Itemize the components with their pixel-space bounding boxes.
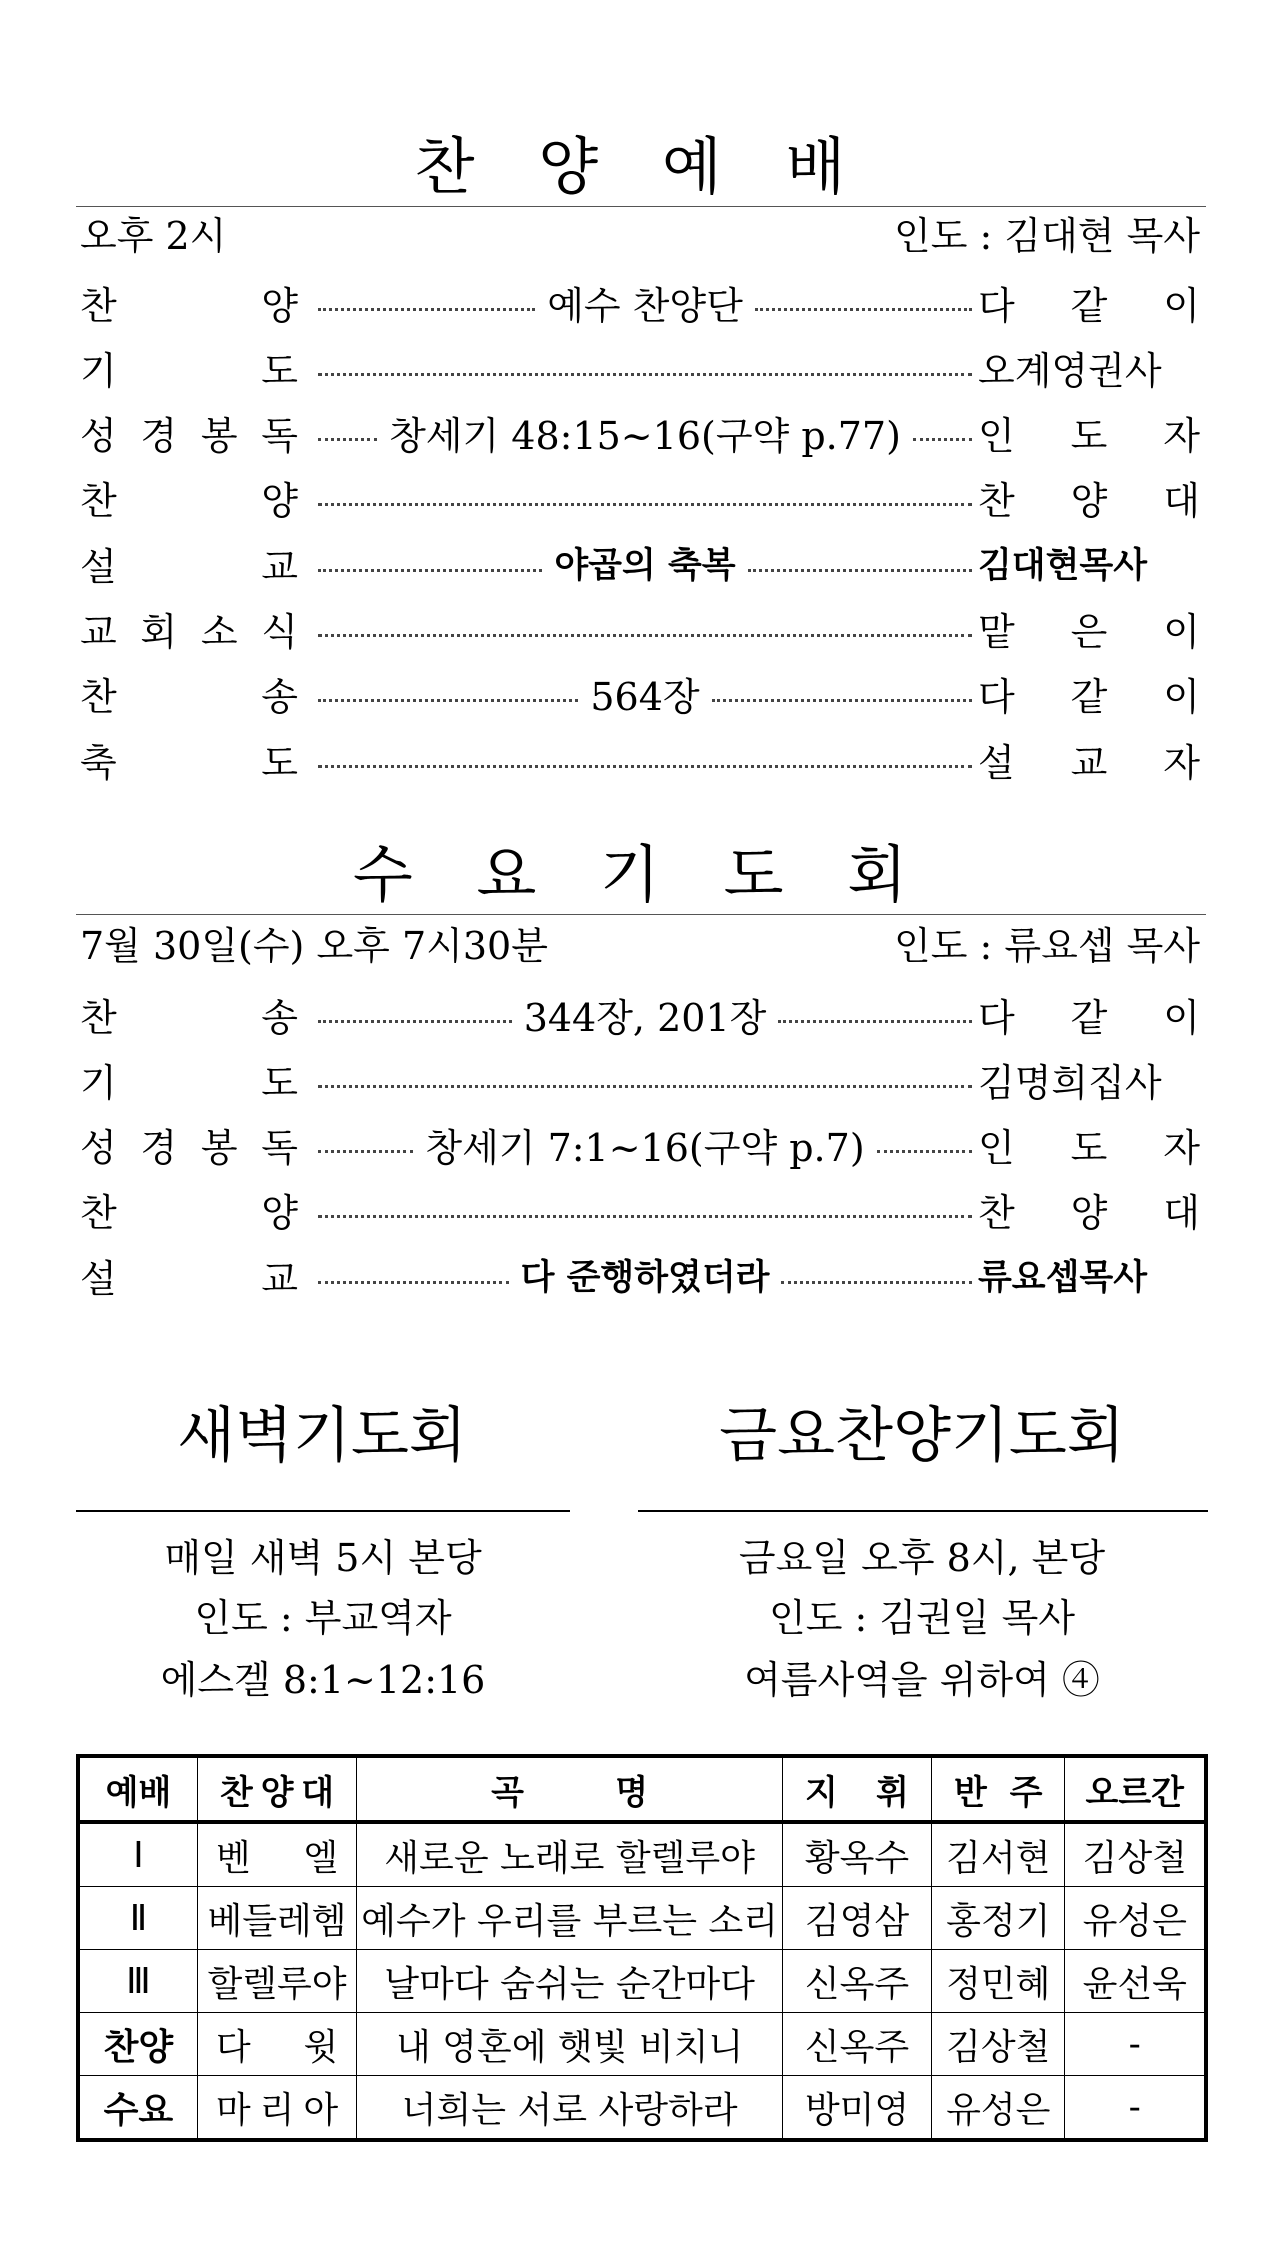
- song-cell: 날마다 숨쉬는 순간마다: [357, 1950, 783, 2013]
- order-item-label-part: 교: [261, 544, 298, 589]
- choir-schedule-table: [76, 1754, 1208, 2142]
- order-item-label-part: 찬: [80, 1191, 117, 1236]
- order-item-person-part: 다: [978, 283, 1015, 328]
- order-item-person-part: 오계영권사: [978, 348, 1162, 393]
- order-item-content: 564장: [590, 675, 700, 720]
- praise-service-title: 찬 양 예 배: [414, 130, 868, 203]
- order-item-person-part: 찬: [978, 1191, 1015, 1236]
- order-item-label-part: 도: [261, 740, 298, 785]
- wednesday-time: 7월 30일(수) 오후 7시30분: [80, 924, 548, 968]
- order-item-label-part: 소: [200, 610, 238, 654]
- order-item-person-part: 같: [1070, 995, 1108, 1040]
- table-header-row: [78, 1756, 1206, 1822]
- order-item-person-part: 교: [1070, 740, 1108, 785]
- order-item-person: [978, 537, 1200, 589]
- order-item-label-part: 성: [80, 414, 117, 459]
- choir-name-part: 벤: [215, 1837, 251, 1879]
- table-header-cell: [357, 1756, 783, 1822]
- order-item-person-part: 다: [978, 675, 1015, 720]
- order-item-person: [978, 276, 1200, 328]
- order-item-person-part: 설: [978, 740, 1015, 785]
- order-item-label: [80, 472, 298, 524]
- order-item-person: [978, 603, 1200, 655]
- table-header-text: [361, 1765, 778, 1814]
- order-item-label-part: 설: [80, 1256, 117, 1301]
- dot-leader-line: [318, 699, 578, 702]
- dot-leader-line: [778, 1020, 972, 1023]
- table-header-part: 찬: [219, 1772, 253, 1813]
- dot-leader-line: [755, 308, 972, 311]
- table-header-text: [84, 1765, 193, 1814]
- choir-cell: [197, 1822, 356, 1887]
- order-item-person-part: 자: [1163, 414, 1200, 459]
- order-item-label: [80, 1053, 298, 1105]
- choir-cell: [197, 1950, 356, 2013]
- song-cell: 예수가 우리를 부르는 소리: [357, 1887, 783, 1950]
- order-item-person: [978, 341, 1200, 393]
- dawn-line-1: 매일 새벽 5시 본당: [164, 1536, 482, 1580]
- table-row: [78, 1950, 1206, 2013]
- dot-leader-line: [318, 1085, 972, 1088]
- conductor-cell: 방미영: [783, 2076, 932, 2141]
- order-item-row: [80, 1053, 1200, 1105]
- service-cell: Ⅰ: [78, 1822, 197, 1887]
- table-header-part: 예배: [105, 1772, 172, 1813]
- choir-name: [202, 1893, 352, 1944]
- order-item-label: [80, 1119, 298, 1171]
- dot-leader-line: [318, 1150, 413, 1153]
- dot-leader: [318, 1053, 972, 1105]
- table-row: [78, 2013, 1206, 2076]
- choir-name: [202, 2082, 352, 2133]
- order-item-label: [80, 537, 298, 589]
- praise-service-leader: 인도 : 김대현 목사: [894, 214, 1200, 258]
- order-item-row: [80, 341, 1200, 393]
- choir-cell: [197, 2076, 356, 2141]
- service-cell: 수요: [78, 2076, 197, 2141]
- choir-name-part: 윗: [303, 2026, 339, 2068]
- organ-cell: 유성은: [1065, 1887, 1206, 1950]
- order-item-label-part: 도: [261, 348, 298, 393]
- dot-leader-line: [318, 308, 535, 311]
- song-cell: 새로운 노래로 할렐루야: [357, 1822, 783, 1887]
- order-item-row: [80, 1119, 1200, 1171]
- dot-leader-line: [318, 634, 972, 637]
- choir-name-part: 베들레헴: [207, 1900, 347, 1942]
- order-item-label: [80, 668, 298, 720]
- table-header-part: 반: [954, 1772, 987, 1813]
- dot-leader-line: [318, 765, 972, 768]
- table-row: [78, 1887, 1206, 1950]
- table-header-cell: [783, 1756, 932, 1822]
- order-item-label-part: 찬: [80, 479, 117, 524]
- table-header-part: 대: [301, 1772, 335, 1813]
- dot-leader-line: [318, 1281, 509, 1284]
- order-item-person-part: 이: [1163, 610, 1200, 654]
- table-header-text: [936, 1765, 1060, 1814]
- table-header-text: [202, 1765, 352, 1814]
- service-cell: Ⅱ: [78, 1887, 197, 1950]
- accompanist-cell: 김상철: [932, 2013, 1065, 2076]
- choir-name-part: 다: [215, 2026, 251, 2068]
- choir-name: [202, 1830, 352, 1881]
- dawn-line-2: 인도 : 부교역자: [194, 1596, 452, 1640]
- order-item-label-part: 찬: [80, 995, 117, 1040]
- conductor-cell: 신옥주: [783, 1950, 932, 2013]
- dawn-line-3: 에스겔 8:1~12:16: [160, 1658, 486, 1702]
- wednesday-rule: [76, 914, 1206, 915]
- order-item-row: [80, 407, 1200, 459]
- dot-leader-line: [781, 1281, 972, 1284]
- accompanist-cell: 홍정기: [932, 1887, 1065, 1950]
- order-item-label: [80, 407, 298, 459]
- order-item-label: [80, 1249, 298, 1301]
- order-item-content: 야곱의 축복: [554, 546, 736, 587]
- friday-line-2: 인도 : 김권일 목사: [769, 1596, 1075, 1640]
- organ-cell: -: [1065, 2076, 1206, 2141]
- wednesday-title: 수 요 기 도 회: [352, 838, 930, 911]
- order-item-person: [978, 733, 1200, 785]
- order-item-label-part: 송: [261, 675, 298, 720]
- dot-leader-line: [877, 1150, 972, 1153]
- dot-leader: [318, 603, 972, 655]
- order-item-row: [80, 733, 1200, 785]
- order-item-label-part: 양: [261, 1191, 298, 1236]
- order-item-label-part: 성: [80, 1126, 117, 1171]
- service-cell: Ⅲ: [78, 1950, 197, 2013]
- order-item-row: [80, 1249, 1200, 1301]
- order-item-label-part: 설: [80, 544, 117, 589]
- accompanist-cell: 김서현: [932, 1822, 1065, 1887]
- table-body: [78, 1822, 1206, 2140]
- order-item-person-part: 인: [978, 414, 1015, 459]
- wednesday-leader: 인도 : 류요셉 목사: [894, 924, 1200, 968]
- choir-name-part: 엘: [303, 1837, 339, 1879]
- order-item-person-part: 찬: [978, 479, 1015, 524]
- order-item-person-part: 다: [978, 995, 1015, 1040]
- order-item-label-part: 식: [261, 610, 298, 654]
- service-cell: 찬양: [78, 2013, 197, 2076]
- choir-name-part: 아: [303, 2089, 339, 2131]
- order-item-row: [80, 276, 1200, 328]
- organ-cell: 윤선욱: [1065, 1950, 1206, 2013]
- order-item-person-part: 양: [1070, 479, 1108, 524]
- conductor-cell: 신옥주: [783, 2013, 932, 2076]
- order-item-person: [978, 1119, 1200, 1171]
- dot-leader: [318, 733, 972, 785]
- order-item-label-part: 독: [261, 1126, 298, 1171]
- order-item-person-part: 자: [1163, 740, 1200, 785]
- order-item-person: [978, 472, 1200, 524]
- dot-leader-line: [748, 569, 972, 572]
- table-header-text: [1069, 1765, 1200, 1814]
- order-item-person-part: 김대현목사: [978, 546, 1148, 587]
- choir-name: [202, 1956, 352, 2007]
- order-item-person-part: 김명희집사: [978, 1060, 1162, 1105]
- table-header-cell: [197, 1756, 356, 1822]
- dot-leader-line: [318, 373, 972, 376]
- song-cell: 내 영혼에 햇빛 비치니: [357, 2013, 783, 2076]
- order-item-person: [978, 1053, 1200, 1105]
- organ-cell: -: [1065, 2013, 1206, 2076]
- table-header-part: 지: [805, 1772, 838, 1813]
- choir-name: [202, 2019, 352, 2070]
- order-item-row: [80, 603, 1200, 655]
- order-item-label-part: 찬: [80, 283, 117, 328]
- table-header-part: 양: [260, 1772, 294, 1813]
- order-item-row: [80, 472, 1200, 524]
- order-item-person-part: 맡: [978, 610, 1015, 654]
- table-header-part: 명: [615, 1772, 649, 1813]
- praise-service-time: 오후 2시: [80, 214, 227, 258]
- table-header-cell: [1065, 1756, 1206, 1822]
- order-item-person-part: 이: [1163, 283, 1200, 328]
- order-item-label-part: 봉: [200, 1126, 238, 1171]
- order-item-person-part: 양: [1070, 1191, 1108, 1236]
- table-header-part: 오르간: [1085, 1772, 1185, 1813]
- order-item-label: [80, 1184, 298, 1236]
- choir-cell: [197, 2013, 356, 2076]
- order-item-row: [80, 668, 1200, 720]
- order-item-label-part: 기: [80, 1060, 117, 1105]
- dot-leader-line: [318, 1020, 512, 1023]
- dot-leader: [318, 537, 972, 589]
- order-item-person: [978, 988, 1200, 1040]
- dot-leader: [318, 407, 972, 459]
- order-item-label-part: 송: [261, 995, 298, 1040]
- order-item-person-part: 같: [1070, 283, 1108, 328]
- choir-cell: [197, 1887, 356, 1950]
- order-item-label: [80, 603, 298, 655]
- praise-service-rule: [76, 206, 1206, 207]
- order-item-person: [978, 1184, 1200, 1236]
- conductor-cell: 황옥수: [783, 1822, 932, 1887]
- friday-line-1: 금요일 오후 8시, 본당: [738, 1536, 1106, 1580]
- order-item-person-part: 대: [1163, 1191, 1200, 1236]
- order-item-person-part: 은: [1070, 610, 1108, 654]
- dot-leader: [318, 988, 972, 1040]
- table-header-cell: [78, 1756, 197, 1822]
- order-item-label: [80, 988, 298, 1040]
- choir-name-part: 할렐루야: [207, 1963, 347, 2005]
- dot-leader: [318, 472, 972, 524]
- friday-title: 금요찬양기도회: [719, 1401, 1125, 1471]
- choir-name-part: 리: [259, 2089, 295, 2131]
- table-row: [78, 2076, 1206, 2141]
- order-item-label-part: 경: [140, 414, 178, 459]
- table-header-part: 휘: [876, 1772, 909, 1813]
- order-item-content: 다 준행하였더라: [520, 1258, 770, 1299]
- table-header-part: 주: [1009, 1772, 1043, 1813]
- order-item-label: [80, 733, 298, 785]
- order-item-person-part: 같: [1070, 675, 1108, 720]
- order-item-label-part: 교: [261, 1256, 298, 1301]
- dot-leader: [318, 668, 972, 720]
- order-item-label-part: 기: [80, 348, 117, 393]
- dot-leader: [318, 1119, 972, 1171]
- order-item-row: [80, 537, 1200, 589]
- order-item-person-part: 자: [1163, 1126, 1200, 1171]
- order-item-label-part: 축: [80, 740, 117, 785]
- order-item-label-part: 독: [261, 414, 298, 459]
- order-item-person-part: 이: [1163, 995, 1200, 1040]
- dawn-rule: [76, 1510, 570, 1512]
- order-item-label: [80, 341, 298, 393]
- order-item-person-part: 도: [1070, 1126, 1108, 1171]
- order-item-label-part: 찬: [80, 675, 117, 720]
- order-item-content: 창세기 7:1~16(구약 p.7): [425, 1126, 865, 1171]
- dot-leader-line: [712, 699, 972, 702]
- friday-line-3: 여름사역을 위하여 ④: [744, 1658, 1100, 1702]
- organ-cell: 김상철: [1065, 1822, 1206, 1887]
- order-item-content: 344장, 201장: [523, 995, 767, 1040]
- song-cell: 너희는 서로 사랑하라: [357, 2076, 783, 2141]
- dawn-title: 새벽기도회: [177, 1401, 467, 1471]
- order-item-person: [978, 407, 1200, 459]
- order-item-label-part: 양: [261, 479, 298, 524]
- dot-leader: [318, 1184, 972, 1236]
- conductor-cell: 김영삼: [783, 1887, 932, 1950]
- order-item-label-part: 회: [140, 610, 178, 654]
- order-item-label-part: 도: [261, 1060, 298, 1105]
- dot-leader: [318, 276, 972, 328]
- table-header-part: 곡: [491, 1772, 525, 1813]
- order-item-row: [80, 988, 1200, 1040]
- dot-leader-line: [318, 438, 377, 441]
- order-item-content: 예수 찬양단: [547, 283, 743, 328]
- order-item-person-part: 이: [1163, 675, 1200, 720]
- order-item-label-part: 경: [140, 1126, 178, 1171]
- dot-leader: [318, 1249, 972, 1301]
- order-item-label-part: 교: [80, 610, 117, 654]
- order-item-content: 창세기 48:15~16(구약 p.77): [389, 414, 901, 459]
- table-row: [78, 1822, 1206, 1887]
- dot-leader-line: [318, 503, 972, 506]
- order-item-label-part: 봉: [200, 414, 238, 459]
- accompanist-cell: 정민혜: [932, 1950, 1065, 2013]
- dot-leader-line: [318, 569, 542, 572]
- order-item-person: [978, 668, 1200, 720]
- order-item-person-part: 대: [1163, 479, 1200, 524]
- table-header-cell: [932, 1756, 1065, 1822]
- order-item-person-part: 도: [1070, 414, 1108, 459]
- order-item-person-part: 인: [978, 1126, 1015, 1171]
- order-item-label-part: 양: [261, 283, 298, 328]
- dot-leader-line: [318, 1215, 972, 1218]
- order-item-person: [978, 1249, 1200, 1301]
- accompanist-cell: 유성은: [932, 2076, 1065, 2141]
- table-header-text: [787, 1765, 927, 1814]
- order-item-person-part: 류요셉목사: [978, 1258, 1148, 1299]
- friday-rule: [638, 1510, 1208, 1512]
- order-item-label: [80, 276, 298, 328]
- dot-leader-line: [913, 438, 972, 441]
- choir-name-part: 마: [215, 2089, 251, 2131]
- dot-leader: [318, 341, 972, 393]
- order-item-row: [80, 1184, 1200, 1236]
